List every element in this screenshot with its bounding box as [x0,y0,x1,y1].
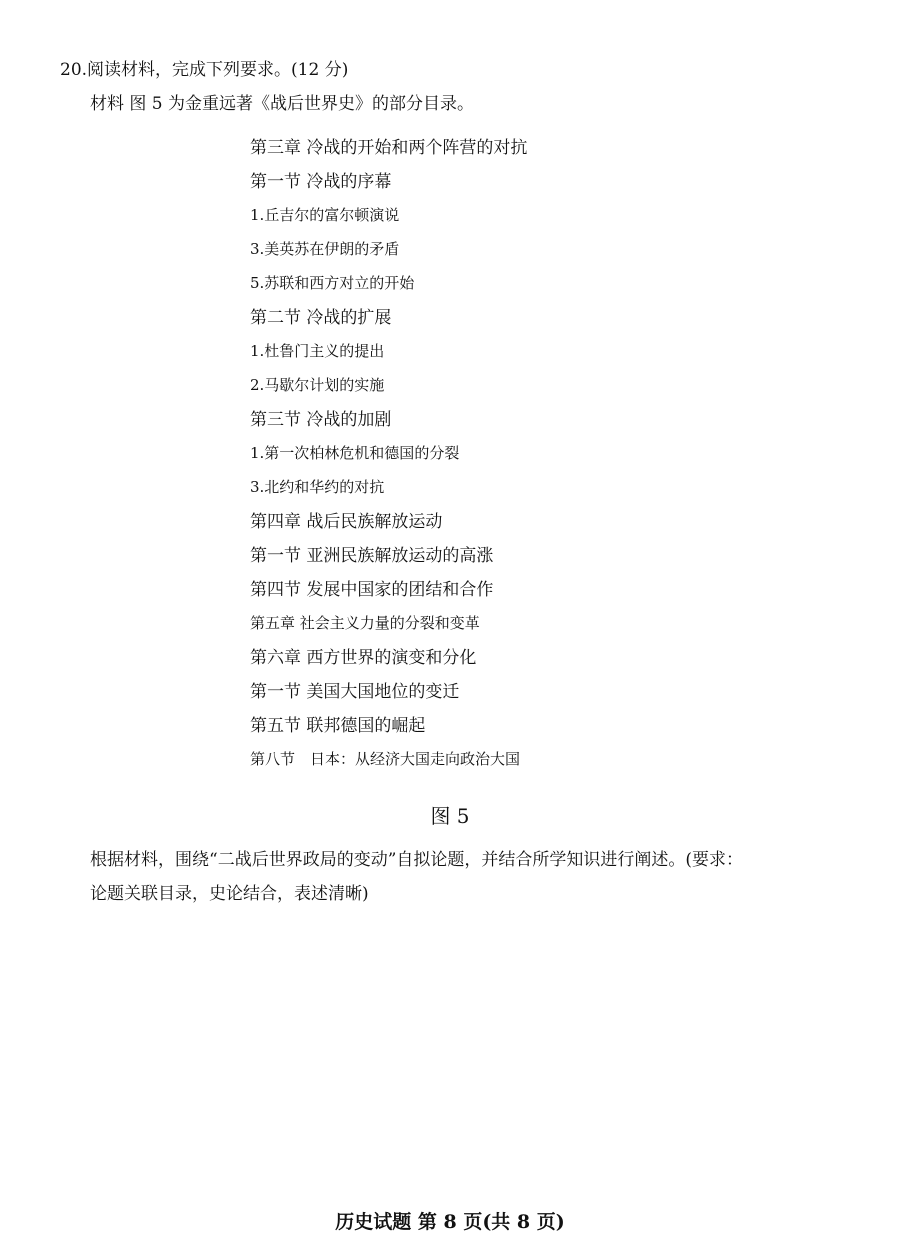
toc-line: 1.丘吉尔的富尔顿演说 [250,206,400,224]
toc-line: 3.美英苏在伊朗的矛盾 [250,240,400,258]
question-instruction [90,843,850,911]
toc-line: 第一节 亚洲民族解放运动的高涨 [250,546,494,566]
toc-line: 第五章 社会主义力量的分裂和变革 [250,614,480,632]
toc-line: 第八节 日本：从经济大国走向政治大国 [250,750,521,768]
toc-line: 3.北约和华约的对抗 [250,478,385,496]
toc-line: 第一节 冷战的序幕 [250,172,392,192]
instruction-line: 根据材料，围绕“二战后世界政局的变动”自拟论题，并结合所学知识进行阐述。(要求： [90,850,744,870]
toc-line: 第三章 冷战的开始和两个阵营的对抗 [250,138,528,158]
instruction-line: 论题关联目录，史论结合，表述清晰) [90,884,369,904]
toc-line: 2.马歇尔计划的实施 [250,376,385,394]
toc-line: 5.苏联和西方对立的开始 [250,274,415,292]
page-footer: 历史试题 第 8 页(共 8 页) [335,1211,565,1233]
toc-line: 第四章 战后民族解放运动 [250,512,443,532]
toc-line: 第四节 发展中国家的团结和合作 [250,580,494,600]
toc-line: 第二节 冷战的扩展 [250,308,392,328]
question-title: 20.阅读材料，完成下列要求。(12 分) [60,60,349,80]
toc-line: 第六章 西方世界的演变和分化 [250,648,477,668]
toc-line: 第三节 冷战的加剧 [250,410,392,430]
figure-caption: 图 5 [430,804,470,828]
toc-line: 第一节 美国大国地位的变迁 [250,682,460,702]
toc-line: 1.杜鲁门主义的提出 [250,342,385,360]
toc-line: 第五节 联邦德国的崛起 [250,716,426,736]
toc-line: 1.第一次柏林危机和德国的分裂 [250,444,460,462]
material-intro: 材料 图 5 为金重远著《战后世界史》的部分目录。 [90,94,475,114]
